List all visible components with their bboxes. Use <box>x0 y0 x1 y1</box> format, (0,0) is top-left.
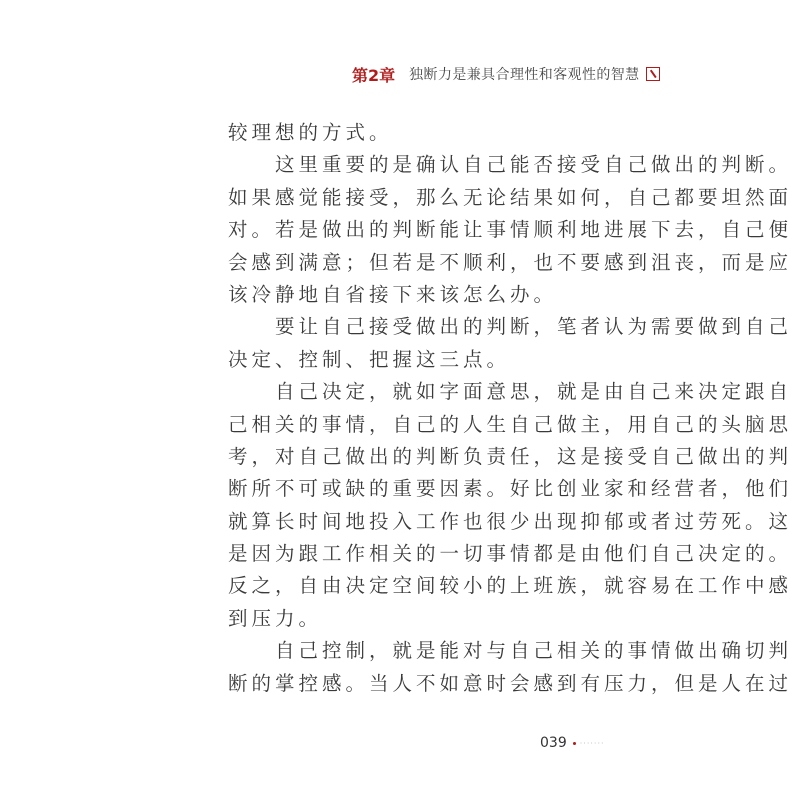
text-line: 断所不可或缺的重要因素。好比创业家和经营者，他们 <box>228 477 793 501</box>
text-line: 决定、控制、把握这三点。 <box>228 347 511 371</box>
text-line: 该冷静地自省接下来该怎么办。 <box>228 282 558 306</box>
footer-running-text: ······· <box>579 738 605 748</box>
footer-dot-icon <box>573 742 576 745</box>
text-line: 较理想的方式。 <box>228 121 393 144</box>
page-number: 039 <box>540 735 567 751</box>
text-line: 考，对自己做出的判断负责任，这是接受自己做出的判 <box>228 444 793 468</box>
text-line: 是因为跟工作相关的一切事情都是由他们自己决定的。 <box>228 542 793 566</box>
text-line: 会感到满意；但若是不顺利，也不要感到沮丧，而是应 <box>228 250 793 274</box>
running-header <box>352 62 660 86</box>
text-line: 到压力。 <box>228 606 323 630</box>
chapter-title: 独断力是兼具合理性和客观性的智慧 <box>409 67 640 83</box>
body-text <box>228 120 793 703</box>
text-line: 如果感觉能接受，那么无论结果如何，自己都要坦然面 <box>228 185 793 209</box>
text-line: 对。若是做出的判断能让事情顺利地进展下去，自己便 <box>228 218 793 242</box>
text-line: 这里重要的是确认自己能否接受自己做出的判断。 <box>275 153 793 177</box>
text-line: 反之，自由决定空间较小的上班族，就容易在工作中感 <box>228 574 793 598</box>
chapter-label: 第2章 <box>352 65 396 85</box>
text-line: 就算长时间地投入工作也很少出现抑郁或者过劳死。这 <box>228 509 793 533</box>
text-line: 断的掌控感。当人不如意时会感到有压力，但是人在过 <box>228 671 793 695</box>
text-line: 自己决定，就如字面意思，就是由自己来决定跟自 <box>275 380 793 404</box>
chapter-mark-icon <box>646 67 660 81</box>
text-line: 要让自己接受做出的判断，笔者认为需要做到自己 <box>275 315 793 339</box>
text-line: 自己控制，就是能对与自己相关的事情做出确切判 <box>275 639 793 663</box>
text-line: 己相关的事情，自己的人生自己做主，用自己的头脑思 <box>228 412 793 436</box>
page-footer <box>540 735 605 751</box>
